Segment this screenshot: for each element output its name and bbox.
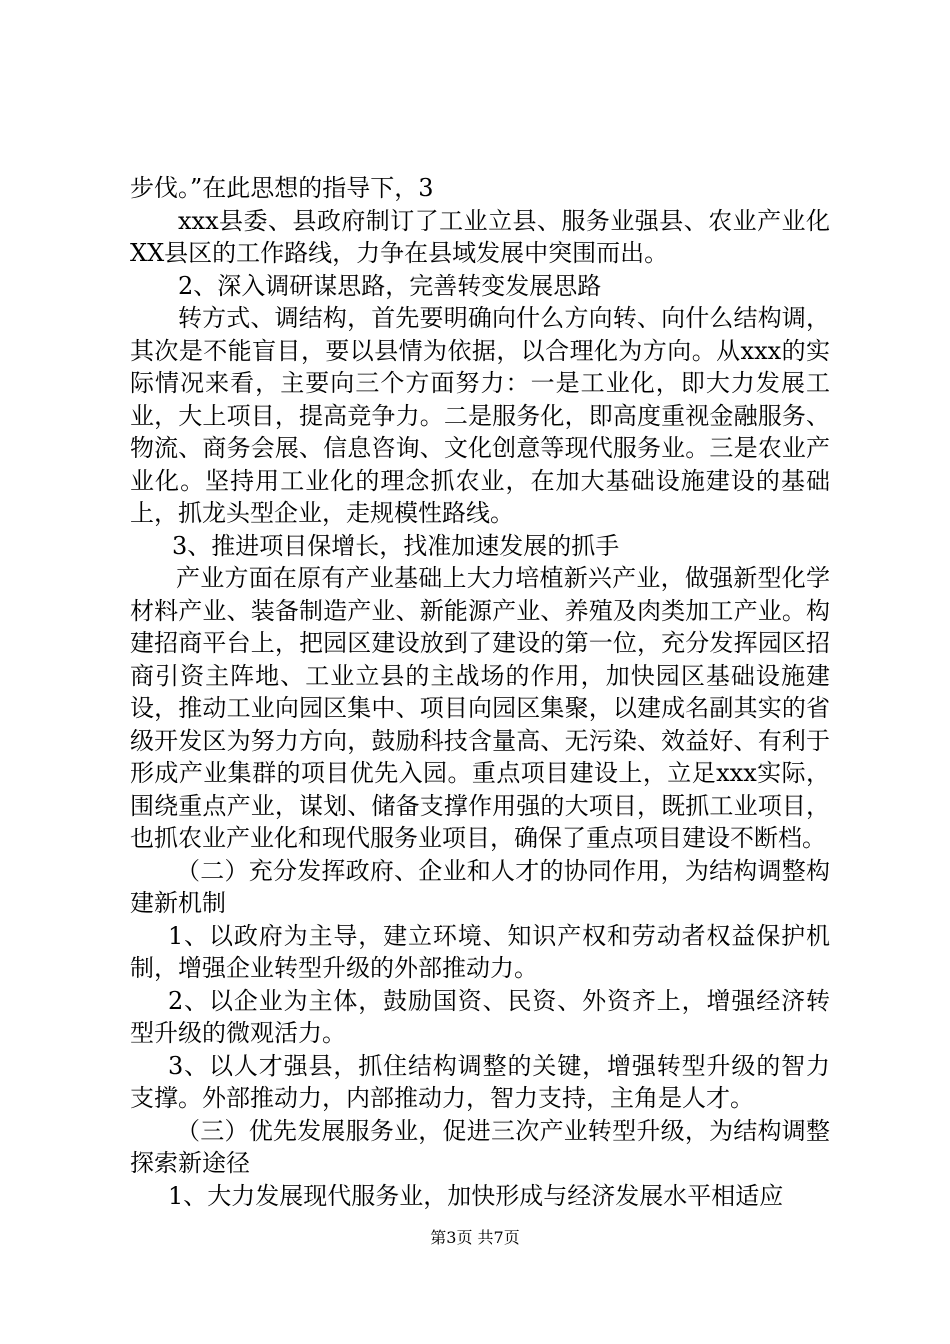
paragraph-2: xxx县委、县政府制订了工业立县、服务业强县、农业产业化XX县区的工作路线，力争在县域发展中突围而出。 bbox=[130, 206, 830, 267]
paragraph-1: 步伐。”在此思想的指导下，3 bbox=[130, 174, 434, 202]
paragraph-8: 1、以政府为主导，建立环境、知识产权和劳动者权益保护机制，增强企业转型升级的外部推动力。 bbox=[130, 921, 830, 982]
paragraph-4: 转方式、调结构，首先要明确向什么方向转、向什么结构调，其次是不能盲目，要以县情为依据，以合理化为方向。从xxx的实际情况来看，主要向三个方面努力：一是工业化，即大力发展工业，大上项目，提高竞争力。二是服务化，即高度重视金融服务、物流、商务会展、信息咨询、文化创意等现代服务业。三是农业产业化。坚持用工业化的理念抓农业，在加大基础设施建设的基础上，抓龙头型企业，走规模性路线。 bbox=[130, 304, 830, 527]
section-heading-er: （二）充分发挥政府、企业和人才的协同作用，为结构调整构建新机制 bbox=[130, 856, 830, 917]
paragraph-6: 产业方面在原有产业基础上大力培植新兴产业，做强新型化学材料产业、装备制造产业、新能源产业、养殖及肉类加工产业。构建招商平台上，把园区建设放到了建设的第一位，充分发挥园区招商引资主阵地、工业立县的主战场的作用，加快园区基础设施建设，推动工业向园区集中、项目向园区集聚，以建成名副其实的省级开发区为努力方向，鼓励科技含量高、无污染、效益好、有利于形成产业集群的项目优先入园。重点项目建设上，立足xxx实际，围绕重点产业，谋划、储备支撑作用强的大项目，既抓工业项目，也抓农业产业化和现代服务业项目，确保了重点项目建设不断档。 bbox=[130, 564, 830, 852]
document-body bbox=[130, 172, 830, 1212]
section-heading-2: 2、深入调研谋思路，完善转变发展思路 bbox=[178, 271, 602, 300]
section-heading-san: （三）优先发展服务业，促进三次产业转型升级，为结构调整探索新途径 bbox=[130, 1116, 830, 1177]
page-number-footer: 第3页 共7页 bbox=[430, 1228, 520, 1247]
section-heading-3: 3、推进项目保增长，找准加速发展的抓手 bbox=[172, 531, 620, 560]
paragraph-9: 2、以企业为主体，鼓励国资、民资、外资齐上，增强经济转型升级的微观活力。 bbox=[130, 986, 830, 1047]
paragraph-10: 3、以人才强县，抓住结构调整的关键，增强转型升级的智力支撑。外部推动力，内部推动力，智力支持，主角是人才。 bbox=[130, 1051, 830, 1112]
paragraph-12: 1、大力发展现代服务业，加快形成与经济发展水平相适应 bbox=[168, 1181, 784, 1210]
